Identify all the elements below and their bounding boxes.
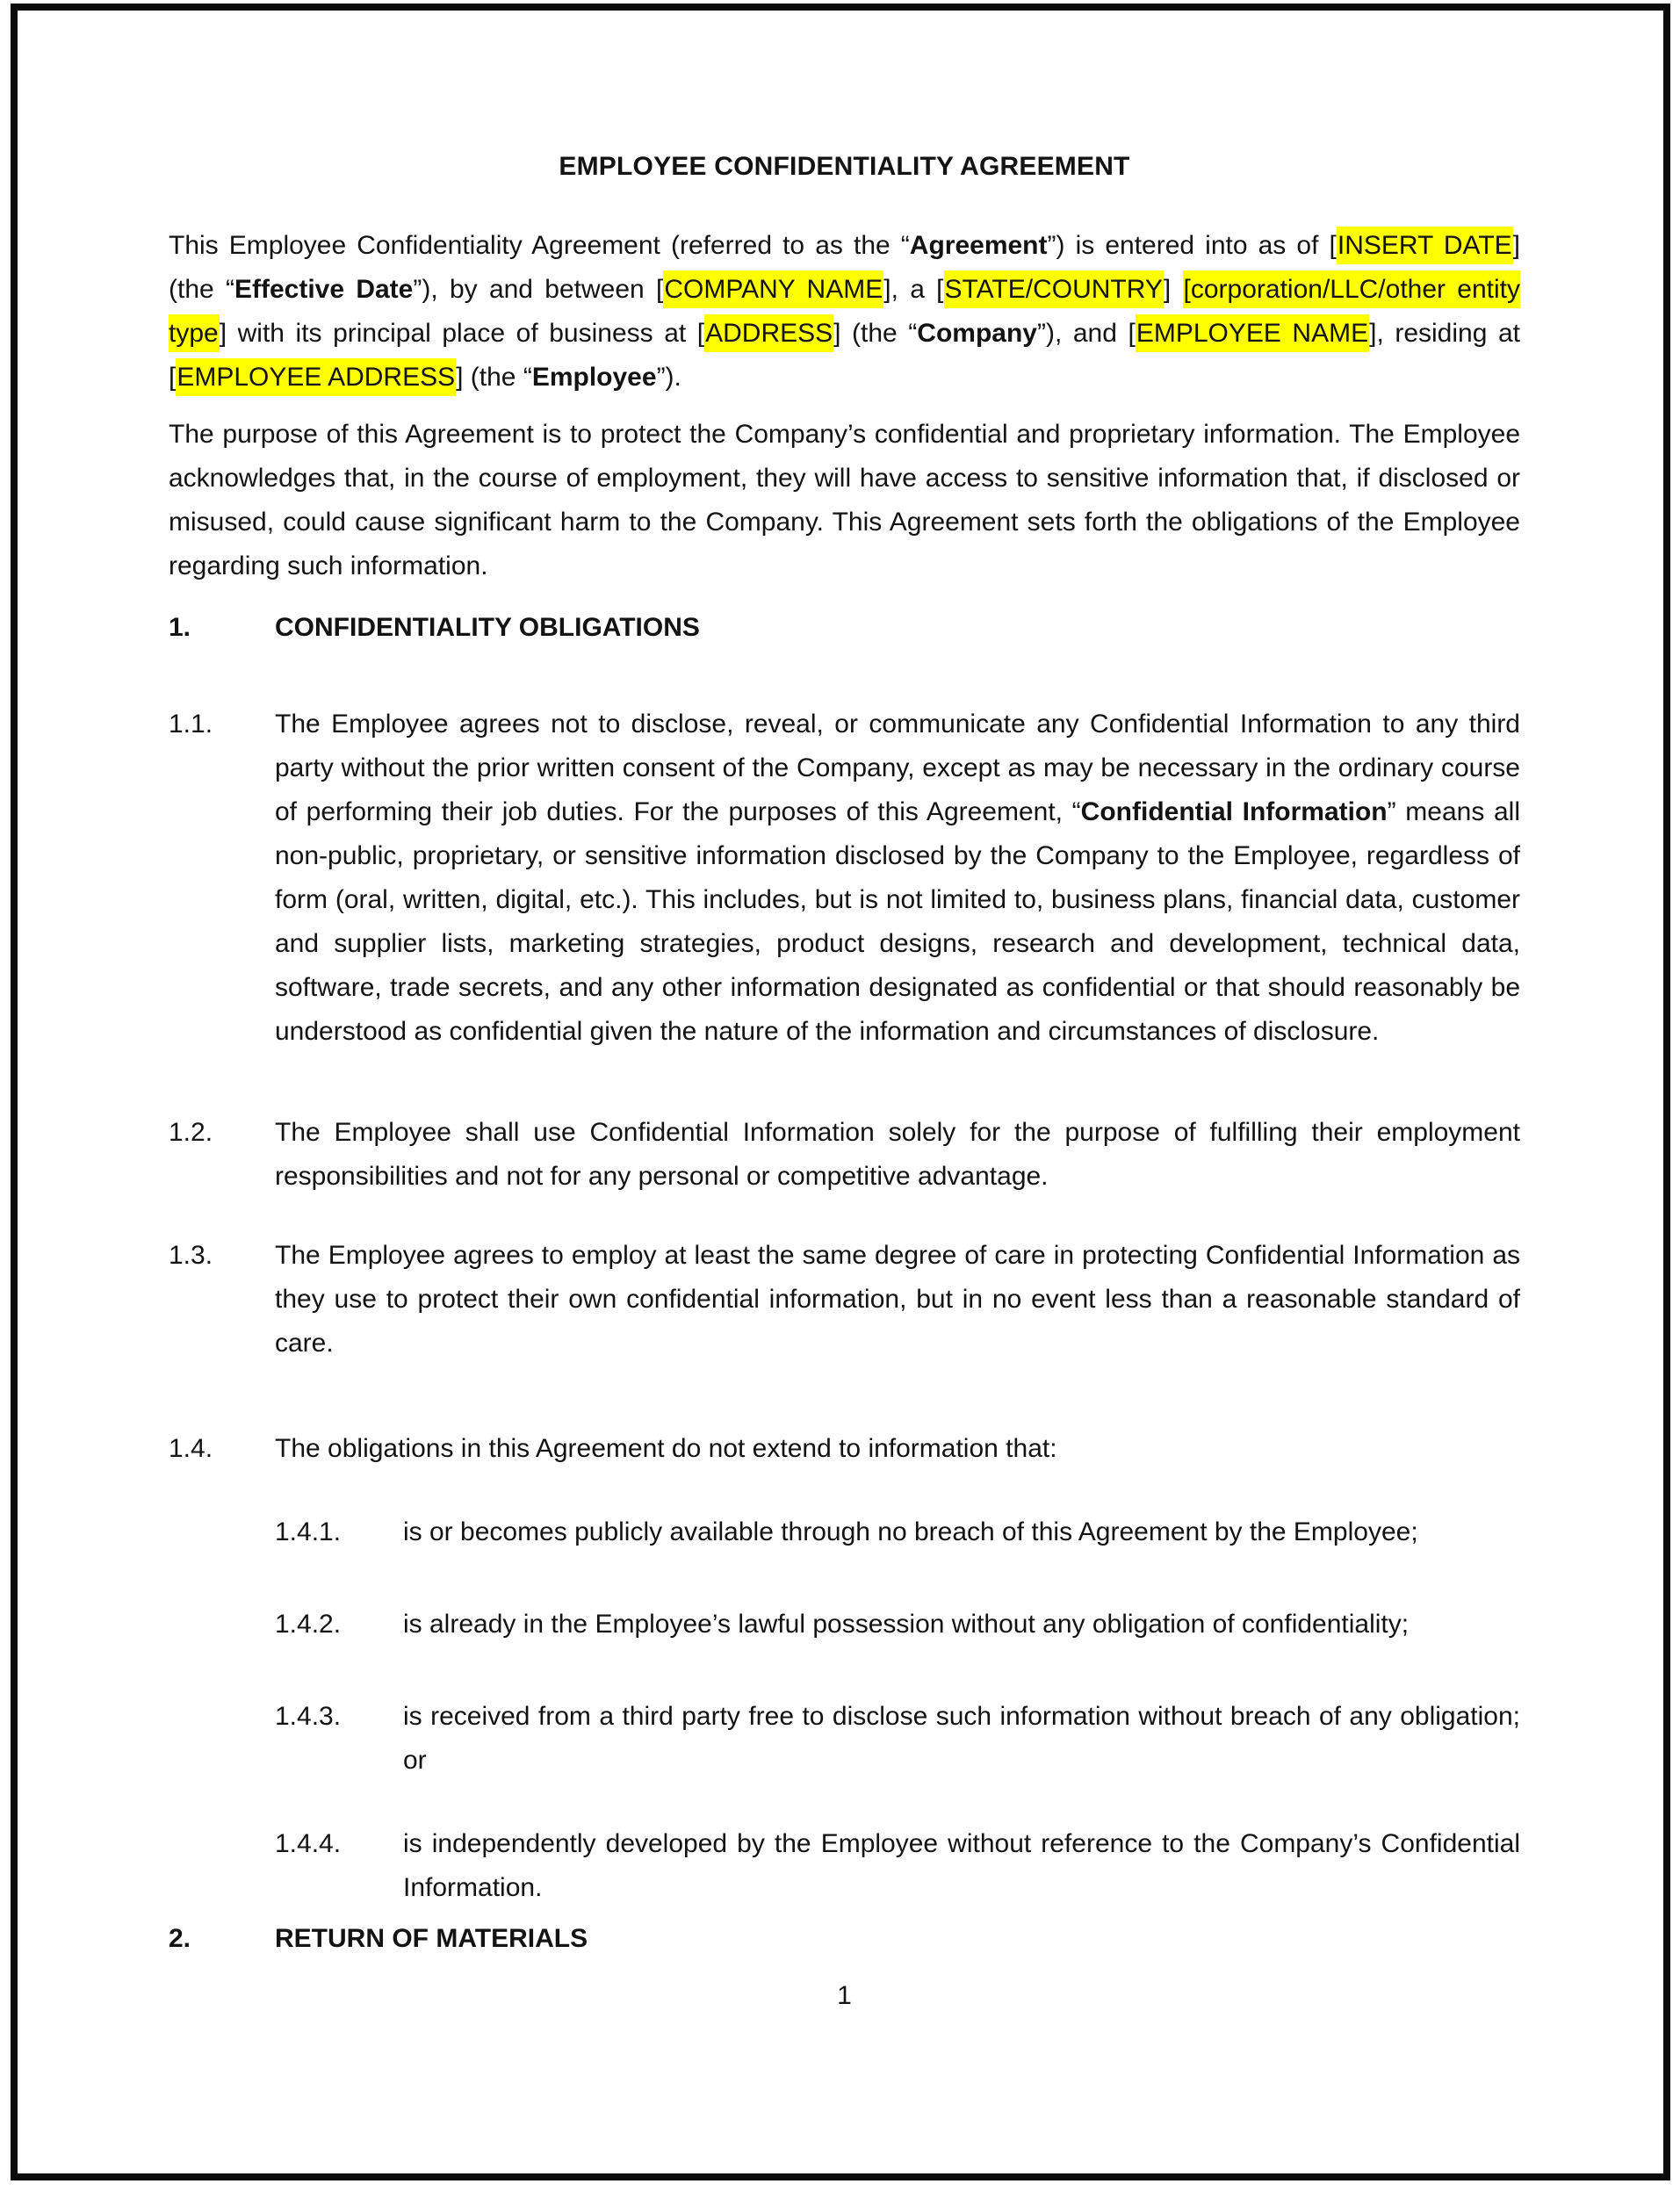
document-content — [169, 145, 1520, 2018]
clause-text: The Employee agrees to employ at least the same degree of care in protecting Confidential Information as they use to protect their own confidential information, but in no event less than a reasonable standard of care. — [275, 1241, 1520, 1358]
section-number: 1. — [169, 613, 191, 642]
clause-text: The Employee agrees not to disclose, reveal, or communicate any Confidential Information to any third party without the prior written consent of the Company, except as may be necessary in the ordinary course of performing their job duties. For the purposes of this Agreement, “Confidential Information” means all non-public, proprietary, or sensitive information disclosed by the Company to the Employee, regardless of form (oral, written, digital, etc.). This includes, but is not limited to, business plans, financial data, customer and supplier lists, marketing strategies, product designs, research and development, technical data, software, trade secrets, and any other information designated as confidential or that should reasonably be understood as confidential given the nature of the information and circumstances of disclosure. — [275, 710, 1521, 1046]
clause-1-1 — [169, 703, 1520, 1054]
clause-number: 1.1. — [169, 710, 213, 739]
clause-text: is or becomes publicly available through no breach of this Agreement by the Employee; — [403, 1517, 1418, 1546]
purpose-paragraph: The purpose of this Agreement is to protect the Company’s confidential and proprietary information. The Employee acknowledges that, in the course of employment, they will have access to sensitive information that, if disclosed or misused, could cause significant harm to the Company. This Agreement sets forth the obligations of the Employee regarding such information. — [169, 420, 1520, 580]
page-number: 1 — [837, 1981, 852, 2010]
section-2-heading — [169, 1917, 1520, 1961]
section-1-heading — [169, 606, 1520, 650]
section-title: CONFIDENTIALITY OBLIGATIONS — [275, 613, 700, 642]
clause-number: 1.4.2. — [275, 1610, 342, 1639]
clause-number: 1.2. — [169, 1118, 213, 1147]
section-number: 2. — [169, 1924, 191, 1953]
clause-text: The obligations in this Agreement do not extend to information that: — [275, 1434, 1057, 1463]
clause-text: is already in the Employee’s lawful possession without any obligation of confidentiality; — [403, 1610, 1410, 1639]
clause-text: The Employee shall use Confidential Information solely for the purpose of fulfilling their employment responsibilities and not for any personal or competitive advantage. — [275, 1118, 1520, 1191]
document-title: EMPLOYEE CONFIDENTIALITY AGREEMENT — [559, 152, 1130, 181]
clause-1-4-3 — [275, 1695, 1520, 1783]
clause-1-3 — [169, 1234, 1520, 1366]
clause-number: 1.3. — [169, 1241, 213, 1270]
clause-1-4-1 — [275, 1510, 1520, 1554]
clause-1-4-2 — [275, 1603, 1520, 1647]
clause-1-4-4 — [275, 1822, 1520, 1910]
clause-text: is received from a third party free to disclose such information without breach of any obligation; or — [403, 1702, 1520, 1775]
section-title: RETURN OF MATERIALS — [275, 1924, 588, 1953]
clause-number: 1.4. — [169, 1434, 213, 1463]
clause-1-4 — [169, 1427, 1520, 1471]
clause-number: 1.4.1. — [275, 1517, 342, 1546]
clause-number: 1.4.3. — [275, 1702, 342, 1731]
clause-text: is independently developed by the Employee without reference to the Company’s Confidential Information. — [403, 1829, 1520, 1902]
clause-number: 1.4.4. — [275, 1829, 342, 1858]
clause-1-2 — [169, 1111, 1520, 1199]
intro-paragraph: This Employee Confidentiality Agreement (referred to as the “Agreement”) is entered into as of [INSERT DATE] (the “Effective Date”), by and between [COMPANY NAME], a [STATE/COUNTRY] [corporation/LLC/other entity type] with its principal place of business at [ADDRESS] (the “Company”), and [EMPLOYEE NAME], residing at [EMPLOYEE ADDRESS] (the “Employee”). — [169, 224, 1520, 400]
